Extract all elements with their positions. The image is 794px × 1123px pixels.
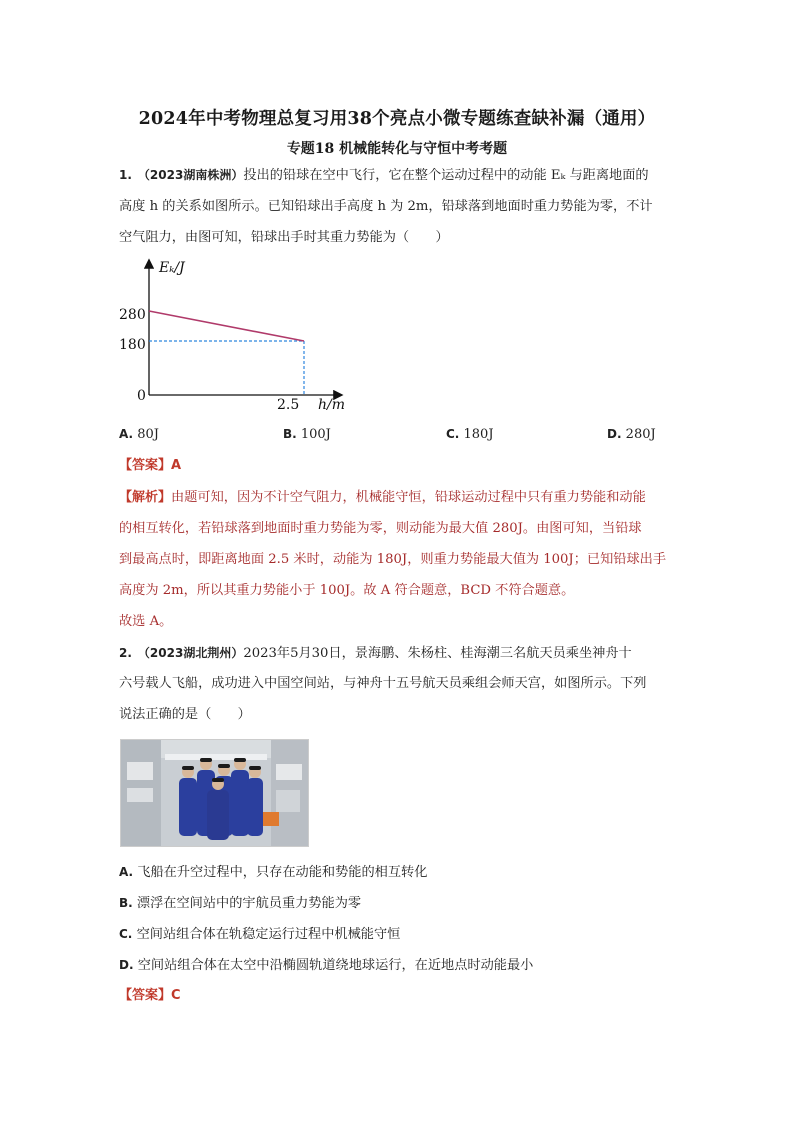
- q2-line2: 六号载人飞船，成功进入中国空间站，与神舟十五号航天员乘组会师天宫，如图所示。下列: [119, 676, 647, 691]
- q1-number: 1.: [119, 168, 132, 182]
- q2-source: （2023湖北荆州）: [137, 646, 244, 660]
- q1-option-b: B. 100J: [283, 427, 331, 442]
- x-tick-2-5: 2.5: [277, 397, 300, 413]
- origin-label: 0: [137, 388, 146, 404]
- q1-text-1: 投出的铅球在空中飞行，它在整个运动过程中的动能 Eₖ 与距离地面的: [243, 168, 649, 183]
- q2-option-d: D. 空间站组合体在太空中沿椭圆轨道绕地球运行，在近地点时动能最小: [119, 958, 534, 973]
- q1-option-a: A. 80J: [119, 427, 159, 442]
- series-line: [149, 311, 304, 341]
- y-tick-280: 280: [119, 307, 146, 323]
- energy-height-chart: [115, 255, 355, 420]
- document-subtitle: 专题18 机械能转化与守恒中考考题: [286, 141, 508, 157]
- q1-analysis-1: 【解析】由题可知，因为不计空气阻力，机械能守恒，铅球运动过程中只有重力势能和动能: [119, 490, 646, 505]
- q1-analysis-3: 到最高点时，即距离地面 2.5 米时，动能为 180J，则重力势能最大值为 100J；已知铅球出手: [119, 552, 667, 567]
- q1-analysis-2: 的相互转化，若铅球落到地面时重力势能为零，则动能为最大值 280J。由图可知，当铅球: [119, 521, 642, 536]
- q1-conclusion: 故选 A。: [119, 614, 173, 629]
- q2-option-c: C. 空间站组合体在轨稳定运行过程中机械能守恒: [119, 927, 401, 942]
- q2-line1: [119, 643, 632, 664]
- q1-option-c: C. 180J: [446, 427, 494, 442]
- y-axis-label: Eₖ/J: [159, 260, 185, 276]
- q1-line2: 高度 h 的关系如图所示。已知铅球出手高度 h 为 2m，铅球落到地面时重力势能为零，不计: [119, 199, 653, 214]
- x-axis-label: h/m: [318, 397, 346, 413]
- q1-line1: [119, 165, 649, 186]
- q1-option-d: D. 280J: [607, 427, 656, 442]
- astronauts-photo: [120, 739, 309, 847]
- q2-answer: 【答案】C: [119, 988, 181, 1003]
- q1-analysis-4: 高度为 2m，所以其重力势能小于 100J。故 A 符合题意，BCD 不符合题意。: [119, 583, 575, 598]
- q2-number: 2.: [119, 646, 132, 660]
- q2-option-a: A. 飞船在升空过程中，只存在动能和势能的相互转化: [119, 865, 428, 880]
- y-tick-180: 180: [119, 337, 146, 353]
- q1-line3: 空气阻力，由图可知，铅球出手时其重力势能为（ ）: [119, 230, 449, 245]
- q2-text-1: 2023年5月30日，景海鹏、朱杨柱、桂海潮三名航天员乘坐神舟十: [243, 646, 632, 661]
- q1-answer: 【答案】A: [119, 458, 182, 473]
- q2-option-b: B. 漂浮在空间站中的宇航员重力势能为零: [119, 896, 362, 911]
- q1-source: （2023湖南株洲）: [137, 168, 244, 182]
- q2-line3: 说法正确的是（ ）: [119, 707, 251, 722]
- document-title: 2024年中考物理总复习用38个亮点小微专题练查缺补漏（通用）: [138, 109, 656, 129]
